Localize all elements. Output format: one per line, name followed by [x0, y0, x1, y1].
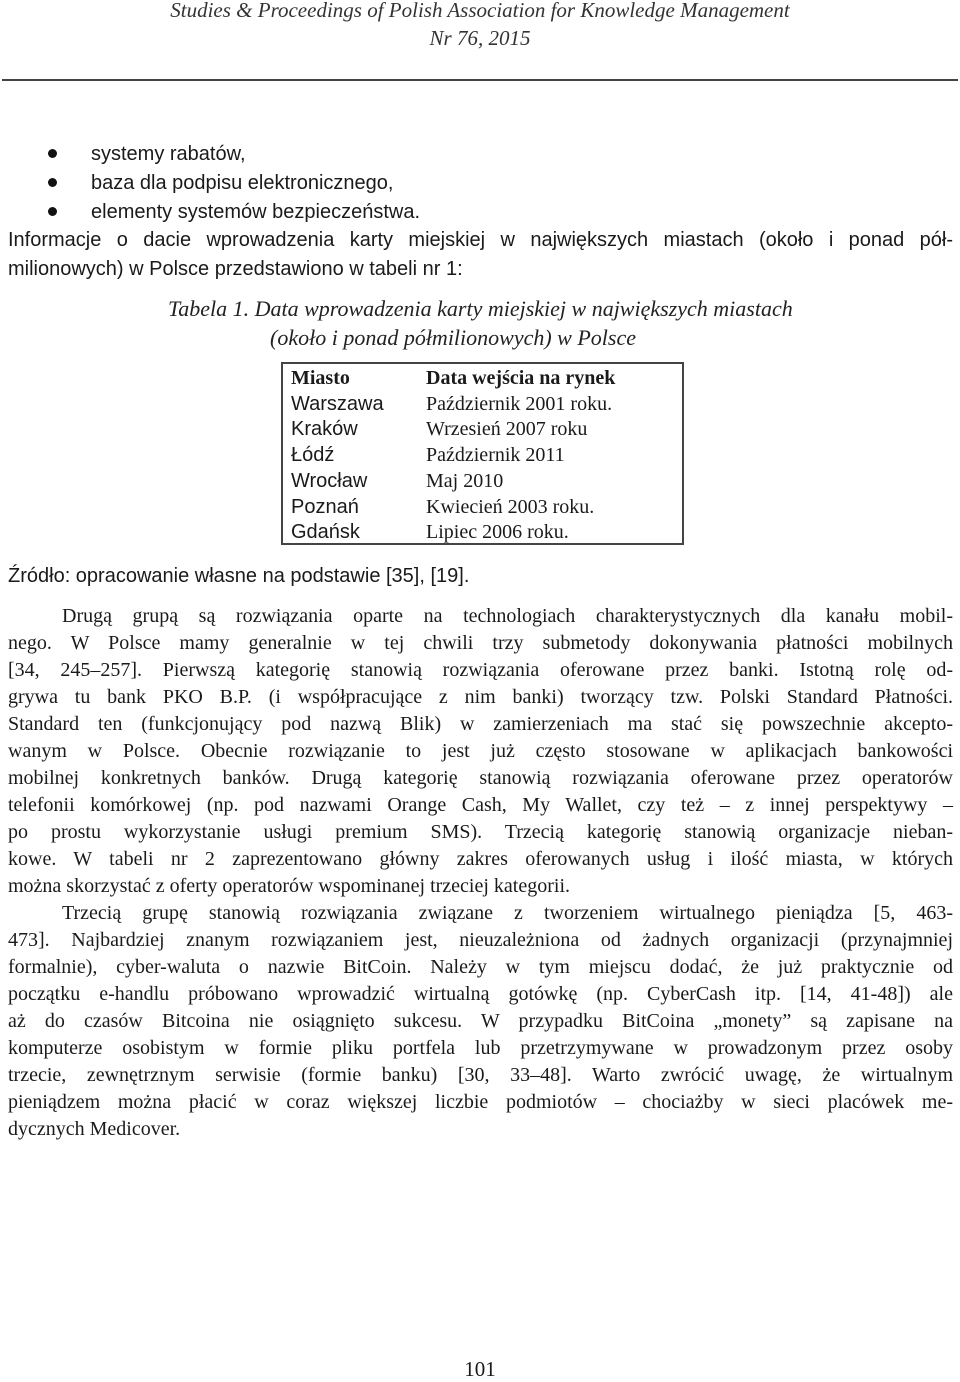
text-line: [34, 245–257]. Pierwszą kategorię stanowią rozwiązania oferowane przez banki. Istotną rolę od- [8, 659, 953, 681]
text-line: wanym w Polsce. Obecnie rozwiązanie to jest już często stosowane w aplikacjach bankowości [8, 740, 953, 762]
date-cell: Październik 2001 roku. [426, 393, 613, 415]
text-line: można skorzystać z oferty operatorów wspominanej trzeciej kategorii. [8, 875, 571, 897]
text-line: Informacje o dacie wprowadzenia karty miejskiej w największych miastach (około i ponad pół- [8, 229, 953, 251]
text-line: dycznych Medicover. [8, 1118, 181, 1140]
text-line: formalnie), cyber-waluta o nazwie BitCoin. Należy w tym miejscu dodać, że już praktycznie od [8, 956, 953, 978]
table-header-row [283, 365, 682, 391]
text-line: trzecie, zewnętrznym serwisie (formie banku) [30, 33–48]. Warto zwrócić uwagę, że wirtualnym [8, 1064, 953, 1086]
city-cell: Poznań [291, 496, 359, 518]
table-row [283, 468, 682, 494]
list-item-text: elementy systemów bezpieczeństwa. [91, 201, 421, 223]
date-cell: Kwiecień 2003 roku. [426, 496, 595, 518]
journal-title: Studies & Proceedings of Polish Association for Knowledge Management [170, 0, 790, 22]
text-line: milionowych) w Polsce przedstawiono w tabeli nr 1: [8, 258, 463, 280]
page-number: 101 [464, 1357, 496, 1381]
date-cell: Lipiec 2006 roku. [426, 521, 569, 543]
date-cell: Październik 2011 [426, 444, 565, 466]
table-row [283, 416, 682, 442]
list-item-text: baza dla podpisu elektronicznego, [91, 172, 394, 194]
text-line: pieniądzem można płacić w coraz większej liczbie podmiotów – chociażby w sieci placówek me- [8, 1091, 953, 1113]
table-row [283, 442, 682, 468]
text-line: mobilnej konkretnych banków. Drugą kategorię stanowią rozwiązania oferowane przez operatorów [8, 767, 953, 789]
text-line: telefonii komórkowej (np. pod nazwami Orange Cash, My Wallet, czy też – z innej perspektywy – [8, 794, 953, 816]
caption-line: (około i ponad półmilionowych) w Polsce [270, 325, 636, 350]
intro-paragraph [8, 226, 953, 284]
city-cell: Gdańsk [291, 521, 360, 543]
date-cell: Maj 2010 [426, 470, 504, 492]
table-source: Źródło: opracowanie własne na podstawie [35], [19]. [8, 565, 470, 587]
column-header-date: Data wejścia na rynek [426, 367, 616, 389]
list-item-text: systemy rabatów, [91, 143, 246, 165]
bullet-icon [48, 178, 57, 187]
text-line: Trzecią grupę stanowią rozwiązania związane z tworzeniem wirtualnego pieniądza [5, 463- [62, 902, 953, 924]
table-row [283, 494, 682, 520]
city-cell: Wrocław [291, 470, 368, 492]
body-text [8, 603, 953, 1143]
header-rule [2, 79, 958, 81]
text-line: 473]. Najbardziej znanym rozwiązaniem jest, nieuzależniona od żadnych organizacji (przynajmniej [8, 929, 953, 951]
table-row [283, 391, 682, 417]
text-line: kowe. W tabeli nr 2 zaprezentowano główny zakres oferowanych usług i ilość miasta, w których [8, 848, 953, 870]
bullet-icon [48, 149, 57, 158]
date-cell: Wrzesień 2007 roku [426, 418, 588, 440]
column-header-city: Miasto [291, 367, 350, 389]
city-cell: Łódź [291, 444, 335, 466]
text-line: grywa tu bank PKO B.P. (i współpracujące z nim banki) tworzący tzw. Polski Standard Płatności. [8, 686, 953, 708]
text-line: Drugą grupą są rozwiązania oparte na technologiach charakterystycznych dla kanału mobil- [62, 605, 953, 627]
text-line: początku e-handlu próbowano wprowadzić wirtualną gotówkę (np. CyberCash itp. [14, 41-48]) ale [8, 983, 953, 1005]
text-line: Standard ten (funkcjonujący pod nazwą Blik) w zamierzeniach ma stać się powszechnie akcepto- [8, 713, 953, 735]
table-row [283, 519, 682, 545]
text-line: aż do czasów Bitcoina nie osiągnięto sukcesu. W przypadku BitCoina „monety” są zapisane na [8, 1010, 953, 1032]
text-line: po prostu wykorzystanie usługi premium SMS). Trzecią kategorię stanowią organizacje nieban- [8, 821, 953, 843]
paragraph [8, 900, 953, 1143]
city-cell: Kraków [291, 418, 358, 440]
paragraph [8, 603, 953, 900]
bullet-icon [48, 207, 57, 216]
city-cell: Warszawa [291, 393, 384, 415]
caption-line: Tabela 1. Data wprowadzenia karty miejskiej w największych miastach [168, 296, 793, 321]
journal-issue: Nr 76, 2015 [429, 26, 531, 50]
city-card-table [281, 362, 684, 545]
text-line: komputerze osobistym w formie pliku portfela lub przetrzymywane w prowadzonym przez osoby [8, 1037, 953, 1059]
text-line: nego. W Polsce mamy generalnie w tej chwili trzy submetody dokonywania płatności mobilnych [8, 632, 953, 654]
